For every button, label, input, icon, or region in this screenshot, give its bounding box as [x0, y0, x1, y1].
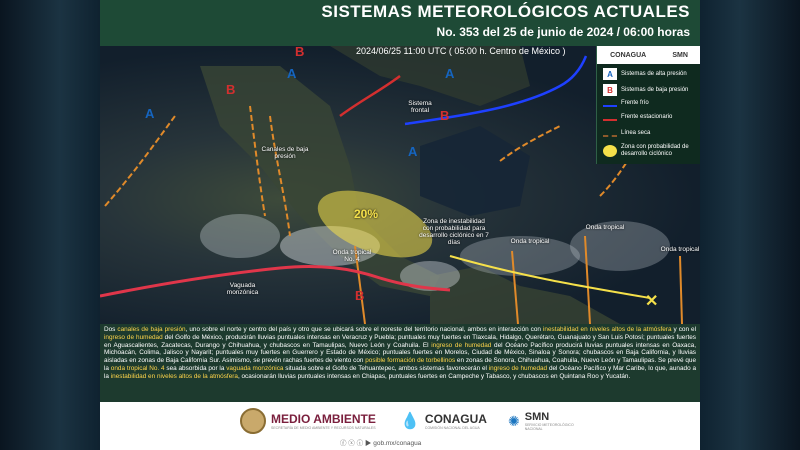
water-drop-icon: 💧	[400, 413, 420, 430]
bulletin-segment: sea absorbida por la	[164, 364, 227, 372]
high-pressure-symbol: A	[287, 66, 297, 81]
bulletin-segment: en zonas de Sonora, Chihuahua, Coahuila, Nuevo León y Tamaulipas. Se prevé que la	[104, 357, 697, 372]
cold-front-icon	[603, 101, 617, 107]
conagua-logo: CONAGUA	[610, 51, 647, 59]
low-pressure-symbol: B	[440, 108, 450, 123]
smn-logo: SMN	[672, 51, 688, 59]
low-pressure-channels-label: Canales de baja presión	[261, 146, 309, 160]
probability-label: 20%	[354, 207, 379, 221]
gulf-of-mexico	[420, 126, 530, 216]
header	[100, 0, 700, 46]
tropical-wave	[680, 256, 682, 324]
bulletin-highlight: canales de baja presión	[117, 326, 186, 333]
bulletin-highlight: posible formación de torbellinos	[365, 357, 456, 365]
bulletin-highlight: ingreso de humedad	[488, 364, 548, 372]
high-pressure-symbol: A	[408, 144, 418, 159]
semarnat-logo	[240, 408, 376, 434]
trough-line	[105, 116, 175, 206]
high-pressure-symbol: A	[445, 66, 455, 81]
smn-subtitle: SERVICIO METEOROLÓGICO NACIONAL	[524, 423, 574, 431]
website-link[interactable]: gob.mx/conagua	[373, 440, 422, 447]
semarnat-name: MEDIO AMBIENTE	[271, 412, 376, 426]
stationary-front-icon	[603, 115, 617, 121]
bulletin-segment: del Océano Pacífico y Mar Caribe, lo que, aunado a la	[104, 364, 697, 380]
semarnat-subtitle: SECRETARÍA DE MEDIO AMBIENTE Y RECURSOS NATURALES	[271, 426, 376, 430]
bulletin-segment: del Golfo de México, producirán lluvias puntuales intensas en Veracruz y Puebla; puntuales muy fuertes en Tlaxcala, Hidalgo, Querétaro, Guanajuato y San Luis Potosí; puntuales fuertes en Aguascalientes, Zacatecas, Durango y Chihuahua, y chubascos en Tamaulipas, Nuevo León y Coahuila. El	[104, 333, 696, 349]
tropical-wave-label: Onda tropical	[660, 246, 700, 253]
bulletin-segment: , ocasionarán lluvias puntuales intensas en Chiapas, puntuales fuertes en Campeche y Tabasco, y chubascos en Quintana Roo y Yucatán.	[237, 372, 631, 380]
legend-label: Frente estacionario	[621, 114, 673, 120]
government-seal-icon	[240, 408, 266, 434]
social-icons: ⓕ ⓧ ⓘ ▶	[340, 440, 374, 447]
legend-label: Frente frío	[621, 100, 649, 106]
low-pressure-symbol: B	[355, 288, 365, 303]
dry-line-icon	[603, 131, 617, 137]
low-pressure-symbol: B	[295, 46, 305, 59]
legend-label: Zona con probabilidad de desarrollo ciclónico	[621, 144, 689, 157]
cloud-mass	[400, 261, 460, 291]
legend-item-high	[603, 68, 699, 80]
conagua-subtitle: COMISIÓN NACIONAL DEL AGUA	[424, 426, 480, 430]
bulletin-segment: situada sobre el Golfo de Tehuantepec, ambos sistemas favorecerán el	[283, 364, 489, 372]
bulletin-segment: Dos	[104, 326, 118, 333]
bulletin-text	[100, 324, 700, 402]
bulletin-segment: del Océano Pacífico producirá lluvias puntuales intensas en Oaxaca, Michoacán, Colima, Jalisco y Nayarit; puntuales muy fuertes en Guerrero y Estado de México; puntuales fuertes en Morelos, Ciudad de México, Sinaloa y Sonora; chubascos en Baja California, y lluvias aisladas en zonas de Baja California Sur. Asimismo, se prevén rachas fuertes de viento con	[104, 341, 696, 365]
bulletin-highlight: ingreso de humedad	[431, 341, 492, 349]
legend-item-cyclone-zone	[603, 144, 699, 158]
conagua-name: CONAGUA	[424, 412, 487, 426]
weather-bulletin-panel	[100, 0, 700, 450]
tropical-wave-label: Onda tropical	[510, 238, 550, 245]
page-title: SISTEMAS METEOROLÓGICOS ACTUALES	[321, 2, 690, 21]
cloud-mass	[200, 214, 280, 258]
bulletin-highlight: inestabilidad en niveles altos de la atmósfera	[110, 372, 238, 380]
legend-label: Sistemas de baja presión	[621, 86, 689, 93]
left-blur-margin	[0, 0, 100, 450]
footer	[100, 402, 700, 450]
bulletin-number: No. 353 del 25 de junio de 2024 / 06:00 horas	[436, 25, 690, 39]
bulletin-segment: y con el	[671, 326, 697, 333]
tropical-wave-4-label: Onda tropical No. 4	[332, 249, 372, 263]
smn-name: SMN	[524, 411, 550, 423]
legend-label: Línea seca	[621, 130, 651, 136]
legend-logos	[597, 46, 700, 64]
cyclone-zone-icon	[603, 145, 617, 157]
map-timestamp: 2024/06/25 11:00 UTC ( 05:00 h. Centro de México )	[356, 46, 566, 56]
high-pressure-icon: A	[603, 68, 617, 80]
stationary-front	[340, 76, 400, 116]
instability-zone-label: Zona de inestabilidad con probabilidad para desarrollo ciclónico en 7 días	[419, 218, 489, 246]
conagua-footer-logo	[400, 408, 487, 434]
low-pressure-symbol: B	[226, 82, 236, 97]
footer-website[interactable]	[340, 438, 421, 447]
right-blur-margin	[700, 0, 800, 450]
bulletin-highlight: inestabilidad en niveles altos de la atmósfera	[543, 326, 672, 333]
bulletin-highlight: onda tropical No. 4	[110, 364, 165, 372]
satellite-map	[100, 46, 700, 324]
bulletin-highlight: vaguada monzónica	[226, 364, 284, 372]
smn-footer-logo	[508, 408, 575, 434]
legend-label: Sistemas de alta presión	[621, 70, 687, 77]
frontal-system-label: Sistema frontal	[408, 100, 432, 114]
smn-emblem-icon: ✺	[508, 412, 520, 429]
legend-item-stationary-front	[603, 114, 699, 121]
legend-item-dry-line	[603, 130, 699, 137]
bulletin-highlight: ingreso de humedad	[104, 333, 163, 341]
low-pressure-icon: B	[603, 84, 617, 96]
legend-item-cold-front	[603, 100, 699, 107]
legend-item-low	[603, 84, 699, 96]
bulletin-segment: , uno sobre el norte y centro del país y otro que se ubicará sobre el noreste del territorio nacional, ambos en interacción con	[185, 326, 543, 333]
tropical-wave-label: Onda tropical	[585, 224, 625, 231]
high-pressure-symbol: A	[145, 106, 155, 121]
map-legend	[596, 46, 700, 164]
monsoon-trough-label: Vaguada monzónica	[226, 282, 259, 296]
disturbance-marker: ✕	[645, 293, 659, 310]
